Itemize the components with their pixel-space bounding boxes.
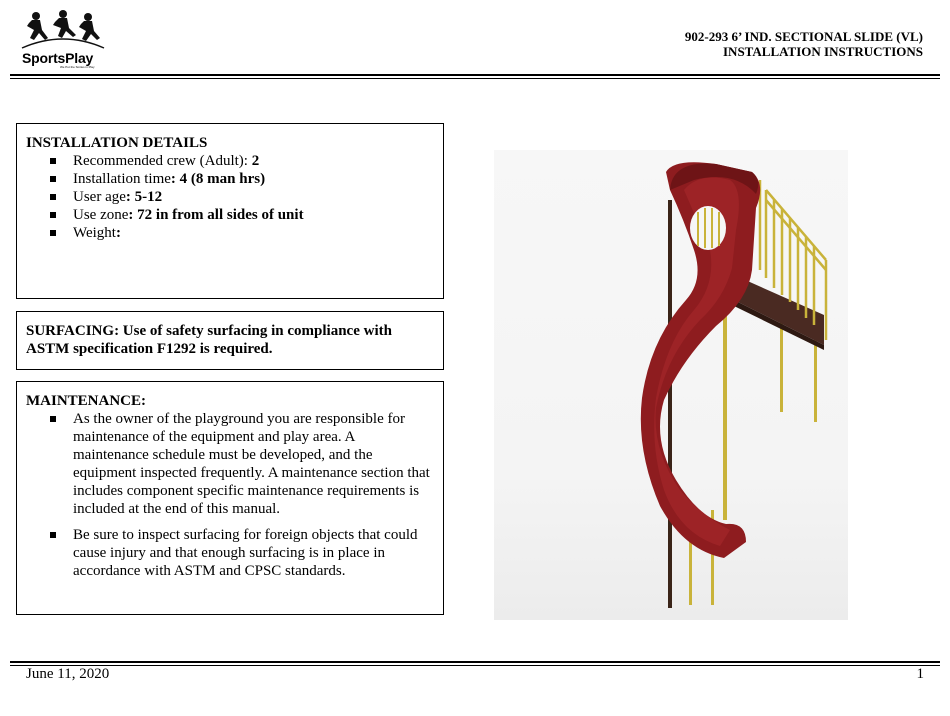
sectional-slide-illustration (494, 150, 848, 620)
title-line-2: INSTALLATION INSTRUCTIONS (723, 44, 923, 59)
detail-value: : 4 (8 man hrs) (170, 171, 266, 187)
surfacing-text: : Use of safety surfacing in compliance with ASTM specification F1292 is required. (26, 323, 392, 357)
brand-name: SportsPlay (22, 50, 94, 66)
header-rule-thin (10, 78, 940, 79)
support-post (814, 340, 817, 422)
maintenance-heading: MAINTENANCE: (26, 393, 146, 409)
bullet-icon (50, 532, 56, 538)
slide-product-image (494, 150, 848, 620)
detail-value: 2 (251, 153, 260, 169)
detail-value: : 5-12 (125, 189, 163, 205)
footer-rule (10, 661, 940, 663)
list-item (26, 526, 433, 580)
maintenance-text: As the owner of the playground you are responsible for maintenance of the equipment and play area. A maintenance schedule must be developed, and the equipment inspected frequently. A maintenance section that includes component specific maintenance requirements is included at the end of this manual. (73, 411, 430, 517)
footer-rule-thin (10, 665, 940, 666)
slide-opening (690, 206, 726, 250)
maintenance-list (26, 410, 433, 580)
installation-details-box (16, 123, 444, 299)
detail-label: Weight (73, 225, 116, 241)
support-post (689, 540, 692, 605)
brand-tagline: We Put the Smiles in Play (60, 65, 95, 69)
page-number: 1 (916, 666, 924, 682)
bullet-icon (50, 416, 56, 422)
detail-value: : 72 in from all sides of unit (128, 207, 304, 223)
detail-label: Recommended crew (Adult): (73, 153, 252, 169)
list-item (26, 224, 433, 242)
bullet-icon (50, 176, 56, 182)
detail-label: User age (73, 189, 126, 205)
installation-details-heading: INSTALLATION DETAILS (26, 135, 208, 151)
support-post (723, 300, 727, 520)
installation-details-list (26, 152, 433, 242)
bullet-icon (50, 158, 56, 164)
bullet-icon (50, 194, 56, 200)
list-item (26, 170, 433, 188)
support-post (780, 320, 783, 412)
detail-value: : (115, 225, 121, 241)
maintenance-text: Be sure to inspect surfacing for foreign objects that could cause injury and that enough surfacing is in place in accordance with ASTM and CPSC standards. (73, 527, 418, 579)
support-post (668, 200, 672, 608)
list-item (26, 206, 433, 224)
list-item (26, 410, 433, 518)
maintenance-box (16, 381, 444, 615)
document-title (685, 29, 923, 59)
title-line-1: 902-293 6’ IND. SECTIONAL SLIDE (VL) (684, 29, 923, 44)
list-item (26, 152, 433, 170)
surfacing-heading: SURFACING (26, 323, 115, 339)
detail-label: Installation time (73, 171, 171, 187)
footer-date: June 11, 2020 (26, 666, 110, 682)
bullet-icon (50, 230, 56, 236)
detail-label: Use zone (73, 207, 129, 223)
list-item (26, 188, 433, 206)
header-rule (10, 74, 940, 76)
bullet-icon (50, 212, 56, 218)
surfacing-box (16, 311, 444, 370)
